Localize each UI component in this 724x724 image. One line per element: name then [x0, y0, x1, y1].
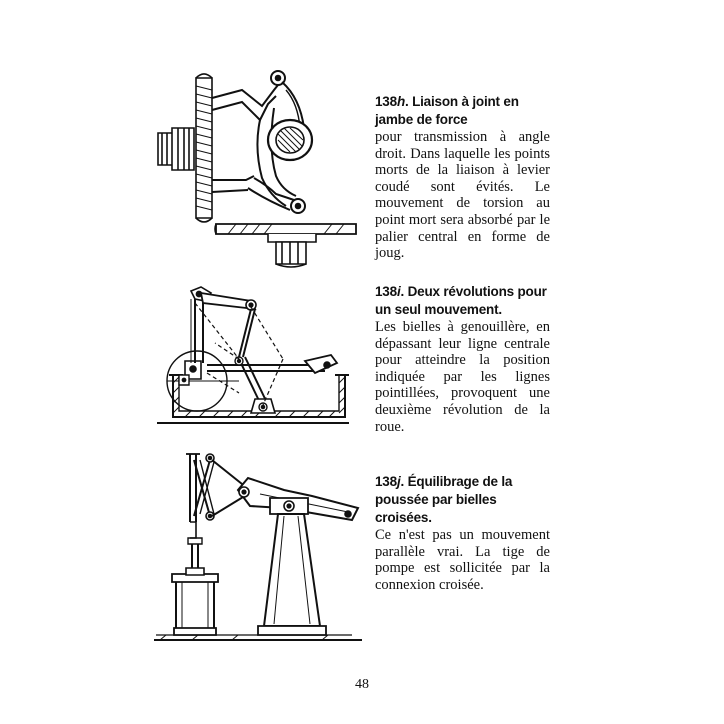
entry-letter: j	[396, 474, 401, 489]
entry-number: 138	[375, 94, 397, 109]
figure-138j-crossed-links-illustration	[152, 450, 364, 650]
entry-number: 138	[375, 474, 397, 489]
entry-body: Les bielles à genouillère, en dépassant leur ligne centrale pour atteindre la position indiquée par les lignes pointillées, provoquent une deuxième révolution de la roue.	[375, 319, 550, 435]
entry-letter: i	[396, 284, 401, 299]
entry-body: Ce n'est pas un mouvement parallèle vrai. La tige de pompe est sollicitée par la connexion croisée.	[375, 527, 550, 593]
entry-138i	[375, 283, 550, 435]
entry-title-text: . Liaison à joint en jambe de force	[375, 94, 519, 127]
entry-title	[375, 473, 550, 527]
entry-title-text: . Deux révolutions pour un seul mouvement.	[375, 284, 547, 317]
entry-number: 138	[375, 284, 397, 299]
entry-letter: h	[396, 94, 405, 109]
figure-138h-toggle-joint-illustration	[150, 68, 365, 273]
entry-138h	[375, 93, 550, 262]
entry-title	[375, 283, 550, 319]
entry-title	[375, 93, 550, 129]
entry-title-text: . Équilibrage de la poussée par bielles croisées.	[375, 474, 513, 525]
figure-138i-two-revolutions-illustration	[155, 283, 355, 438]
page-number: 48	[355, 677, 369, 692]
entry-138j	[375, 473, 550, 593]
entry-body: pour transmission à angle droit. Dans laquelle les points morts de la liaison à levier coudé sont évités. Le mouvement de torsion au point mort sera absorbé par le palier central en forme de joug.	[375, 129, 550, 262]
